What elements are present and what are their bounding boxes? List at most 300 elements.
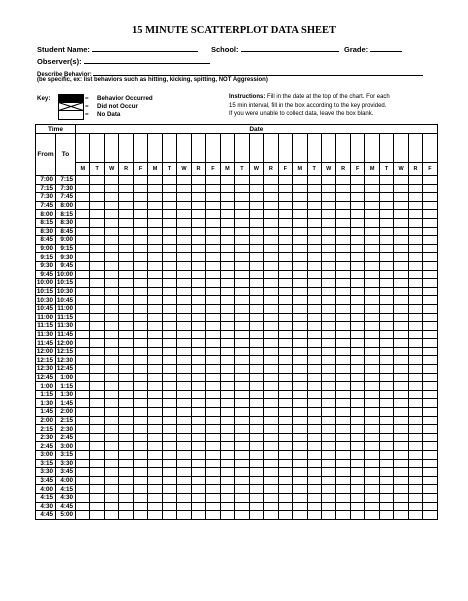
data-cell[interactable] bbox=[162, 184, 176, 193]
data-cell[interactable] bbox=[394, 485, 408, 494]
data-cell[interactable] bbox=[220, 201, 234, 210]
data-cell[interactable] bbox=[264, 451, 278, 460]
data-cell[interactable] bbox=[321, 236, 335, 245]
data-cell[interactable] bbox=[307, 279, 321, 288]
data-cell[interactable] bbox=[365, 304, 379, 313]
data-cell[interactable] bbox=[119, 279, 133, 288]
data-cell[interactable] bbox=[133, 485, 147, 494]
data-cell[interactable] bbox=[321, 493, 335, 502]
data-cell[interactable] bbox=[76, 253, 90, 262]
data-cell[interactable] bbox=[133, 339, 147, 348]
data-cell[interactable] bbox=[307, 433, 321, 442]
date-entry-cell[interactable] bbox=[163, 134, 176, 162]
data-cell[interactable] bbox=[104, 261, 118, 270]
data-cell[interactable] bbox=[148, 176, 162, 185]
data-cell[interactable] bbox=[365, 339, 379, 348]
data-cell[interactable] bbox=[293, 330, 307, 339]
data-cell[interactable] bbox=[336, 451, 350, 460]
date-column-header[interactable] bbox=[119, 134, 133, 176]
data-cell[interactable] bbox=[177, 365, 191, 374]
data-cell[interactable] bbox=[119, 356, 133, 365]
data-cell[interactable] bbox=[220, 511, 234, 520]
data-cell[interactable] bbox=[220, 193, 234, 202]
data-cell[interactable] bbox=[235, 176, 249, 185]
data-cell[interactable] bbox=[177, 485, 191, 494]
data-cell[interactable] bbox=[365, 399, 379, 408]
data-cell[interactable] bbox=[119, 493, 133, 502]
data-cell[interactable] bbox=[235, 322, 249, 331]
data-cell[interactable] bbox=[293, 476, 307, 485]
data-cell[interactable] bbox=[104, 433, 118, 442]
data-cell[interactable] bbox=[264, 365, 278, 374]
data-cell[interactable] bbox=[408, 236, 422, 245]
data-cell[interactable] bbox=[90, 408, 104, 417]
data-cell[interactable] bbox=[191, 408, 205, 417]
data-cell[interactable] bbox=[423, 313, 437, 322]
date-entry-cell[interactable] bbox=[293, 134, 306, 162]
data-cell[interactable] bbox=[104, 442, 118, 451]
data-cell[interactable] bbox=[293, 176, 307, 185]
data-cell[interactable] bbox=[278, 210, 292, 219]
data-cell[interactable] bbox=[235, 244, 249, 253]
data-cell[interactable] bbox=[76, 493, 90, 502]
data-cell[interactable] bbox=[220, 227, 234, 236]
data-cell[interactable] bbox=[148, 236, 162, 245]
data-cell[interactable] bbox=[394, 227, 408, 236]
data-cell[interactable] bbox=[307, 287, 321, 296]
data-cell[interactable] bbox=[104, 184, 118, 193]
data-cell[interactable] bbox=[278, 347, 292, 356]
data-cell[interactable] bbox=[321, 425, 335, 434]
data-cell[interactable] bbox=[162, 330, 176, 339]
data-cell[interactable] bbox=[148, 382, 162, 391]
data-cell[interactable] bbox=[235, 485, 249, 494]
data-cell[interactable] bbox=[249, 236, 263, 245]
data-cell[interactable] bbox=[336, 390, 350, 399]
data-cell[interactable] bbox=[162, 193, 176, 202]
data-cell[interactable] bbox=[350, 244, 364, 253]
data-cell[interactable] bbox=[249, 313, 263, 322]
data-cell[interactable] bbox=[148, 442, 162, 451]
data-cell[interactable] bbox=[365, 365, 379, 374]
data-cell[interactable] bbox=[408, 365, 422, 374]
data-cell[interactable] bbox=[90, 227, 104, 236]
data-cell[interactable] bbox=[220, 304, 234, 313]
data-cell[interactable] bbox=[220, 373, 234, 382]
data-cell[interactable] bbox=[90, 304, 104, 313]
data-cell[interactable] bbox=[133, 356, 147, 365]
data-cell[interactable] bbox=[394, 382, 408, 391]
data-cell[interactable] bbox=[148, 261, 162, 270]
data-cell[interactable] bbox=[365, 244, 379, 253]
data-cell[interactable] bbox=[379, 176, 393, 185]
data-cell[interactable] bbox=[423, 485, 437, 494]
data-cell[interactable] bbox=[177, 330, 191, 339]
data-cell[interactable] bbox=[235, 502, 249, 511]
data-cell[interactable] bbox=[293, 459, 307, 468]
data-cell[interactable] bbox=[249, 416, 263, 425]
data-cell[interactable] bbox=[119, 236, 133, 245]
data-cell[interactable] bbox=[76, 322, 90, 331]
data-cell[interactable] bbox=[249, 210, 263, 219]
data-cell[interactable] bbox=[321, 339, 335, 348]
data-cell[interactable] bbox=[148, 244, 162, 253]
data-cell[interactable] bbox=[350, 493, 364, 502]
data-cell[interactable] bbox=[191, 476, 205, 485]
data-cell[interactable] bbox=[264, 459, 278, 468]
data-cell[interactable] bbox=[133, 261, 147, 270]
data-cell[interactable] bbox=[293, 485, 307, 494]
data-cell[interactable] bbox=[249, 193, 263, 202]
data-cell[interactable] bbox=[235, 451, 249, 460]
data-cell[interactable] bbox=[220, 270, 234, 279]
data-cell[interactable] bbox=[90, 244, 104, 253]
data-cell[interactable] bbox=[133, 296, 147, 305]
data-cell[interactable] bbox=[278, 408, 292, 417]
data-cell[interactable] bbox=[336, 253, 350, 262]
data-cell[interactable] bbox=[394, 279, 408, 288]
data-cell[interactable] bbox=[264, 339, 278, 348]
data-cell[interactable] bbox=[76, 373, 90, 382]
data-cell[interactable] bbox=[90, 176, 104, 185]
data-cell[interactable] bbox=[408, 287, 422, 296]
date-column-header[interactable] bbox=[423, 134, 437, 176]
data-cell[interactable] bbox=[119, 468, 133, 477]
data-cell[interactable] bbox=[76, 304, 90, 313]
data-cell[interactable] bbox=[206, 253, 220, 262]
data-cell[interactable] bbox=[423, 493, 437, 502]
data-cell[interactable] bbox=[365, 476, 379, 485]
data-cell[interactable] bbox=[379, 313, 393, 322]
data-cell[interactable] bbox=[293, 502, 307, 511]
data-cell[interactable] bbox=[162, 210, 176, 219]
data-cell[interactable] bbox=[249, 408, 263, 417]
data-cell[interactable] bbox=[307, 201, 321, 210]
data-cell[interactable] bbox=[220, 261, 234, 270]
data-cell[interactable] bbox=[104, 347, 118, 356]
data-cell[interactable] bbox=[350, 365, 364, 374]
data-cell[interactable] bbox=[293, 468, 307, 477]
date-entry-cell[interactable] bbox=[250, 134, 263, 162]
data-cell[interactable] bbox=[220, 184, 234, 193]
data-cell[interactable] bbox=[148, 485, 162, 494]
data-cell[interactable] bbox=[278, 253, 292, 262]
data-cell[interactable] bbox=[90, 468, 104, 477]
data-cell[interactable] bbox=[177, 236, 191, 245]
data-cell[interactable] bbox=[307, 261, 321, 270]
date-entry-cell[interactable] bbox=[423, 134, 436, 162]
data-cell[interactable] bbox=[76, 347, 90, 356]
data-cell[interactable] bbox=[119, 365, 133, 374]
data-cell[interactable] bbox=[264, 502, 278, 511]
data-cell[interactable] bbox=[90, 322, 104, 331]
data-cell[interactable] bbox=[264, 313, 278, 322]
data-cell[interactable] bbox=[191, 313, 205, 322]
data-cell[interactable] bbox=[350, 502, 364, 511]
data-cell[interactable] bbox=[321, 511, 335, 520]
data-cell[interactable] bbox=[104, 236, 118, 245]
data-cell[interactable] bbox=[408, 201, 422, 210]
data-cell[interactable] bbox=[249, 322, 263, 331]
data-cell[interactable] bbox=[162, 287, 176, 296]
data-cell[interactable] bbox=[119, 313, 133, 322]
data-cell[interactable] bbox=[423, 476, 437, 485]
data-cell[interactable] bbox=[423, 373, 437, 382]
date-column-header[interactable] bbox=[365, 134, 379, 176]
data-cell[interactable] bbox=[148, 502, 162, 511]
data-cell[interactable] bbox=[278, 459, 292, 468]
data-cell[interactable] bbox=[177, 433, 191, 442]
data-cell[interactable] bbox=[148, 313, 162, 322]
data-cell[interactable] bbox=[408, 244, 422, 253]
data-cell[interactable] bbox=[220, 365, 234, 374]
data-cell[interactable] bbox=[90, 313, 104, 322]
data-cell[interactable] bbox=[76, 339, 90, 348]
data-cell[interactable] bbox=[148, 279, 162, 288]
data-cell[interactable] bbox=[379, 425, 393, 434]
data-cell[interactable] bbox=[162, 442, 176, 451]
data-cell[interactable] bbox=[278, 322, 292, 331]
data-cell[interactable] bbox=[177, 322, 191, 331]
data-cell[interactable] bbox=[104, 279, 118, 288]
data-cell[interactable] bbox=[336, 476, 350, 485]
data-cell[interactable] bbox=[148, 253, 162, 262]
data-cell[interactable] bbox=[423, 193, 437, 202]
data-cell[interactable] bbox=[191, 425, 205, 434]
data-cell[interactable] bbox=[148, 390, 162, 399]
data-cell[interactable] bbox=[148, 416, 162, 425]
data-cell[interactable] bbox=[235, 373, 249, 382]
data-cell[interactable] bbox=[321, 201, 335, 210]
data-cell[interactable] bbox=[104, 425, 118, 434]
data-cell[interactable] bbox=[191, 373, 205, 382]
data-cell[interactable] bbox=[336, 485, 350, 494]
data-cell[interactable] bbox=[90, 502, 104, 511]
data-cell[interactable] bbox=[133, 468, 147, 477]
date-entry-cell[interactable] bbox=[365, 134, 378, 162]
data-cell[interactable] bbox=[162, 253, 176, 262]
data-cell[interactable] bbox=[264, 390, 278, 399]
data-cell[interactable] bbox=[394, 373, 408, 382]
date-column-header[interactable] bbox=[148, 134, 162, 176]
data-cell[interactable] bbox=[264, 201, 278, 210]
data-cell[interactable] bbox=[423, 339, 437, 348]
data-cell[interactable] bbox=[321, 279, 335, 288]
data-cell[interactable] bbox=[119, 201, 133, 210]
data-cell[interactable] bbox=[264, 244, 278, 253]
data-cell[interactable] bbox=[307, 270, 321, 279]
data-cell[interactable] bbox=[206, 468, 220, 477]
data-cell[interactable] bbox=[264, 399, 278, 408]
data-cell[interactable] bbox=[321, 390, 335, 399]
data-cell[interactable] bbox=[264, 236, 278, 245]
data-cell[interactable] bbox=[90, 287, 104, 296]
data-cell[interactable] bbox=[119, 382, 133, 391]
data-cell[interactable] bbox=[119, 244, 133, 253]
data-cell[interactable] bbox=[394, 296, 408, 305]
data-cell[interactable] bbox=[148, 339, 162, 348]
data-cell[interactable] bbox=[76, 330, 90, 339]
date-entry-cell[interactable] bbox=[192, 134, 205, 162]
data-cell[interactable] bbox=[206, 296, 220, 305]
data-cell[interactable] bbox=[423, 365, 437, 374]
data-cell[interactable] bbox=[90, 511, 104, 520]
date-column-header[interactable] bbox=[220, 134, 234, 176]
data-cell[interactable] bbox=[119, 193, 133, 202]
data-cell[interactable] bbox=[249, 390, 263, 399]
data-cell[interactable] bbox=[293, 210, 307, 219]
data-cell[interactable] bbox=[379, 468, 393, 477]
data-cell[interactable] bbox=[191, 236, 205, 245]
data-cell[interactable] bbox=[220, 459, 234, 468]
data-cell[interactable] bbox=[90, 193, 104, 202]
data-cell[interactable] bbox=[162, 279, 176, 288]
data-cell[interactable] bbox=[423, 356, 437, 365]
data-cell[interactable] bbox=[148, 408, 162, 417]
data-cell[interactable] bbox=[162, 201, 176, 210]
data-cell[interactable] bbox=[235, 201, 249, 210]
data-cell[interactable] bbox=[249, 270, 263, 279]
data-cell[interactable] bbox=[249, 485, 263, 494]
data-cell[interactable] bbox=[394, 416, 408, 425]
data-cell[interactable] bbox=[177, 442, 191, 451]
data-cell[interactable] bbox=[264, 270, 278, 279]
date-column-header[interactable] bbox=[162, 134, 176, 176]
data-cell[interactable] bbox=[249, 339, 263, 348]
data-cell[interactable] bbox=[365, 287, 379, 296]
data-cell[interactable] bbox=[220, 313, 234, 322]
data-cell[interactable] bbox=[293, 279, 307, 288]
data-cell[interactable] bbox=[90, 399, 104, 408]
data-cell[interactable] bbox=[148, 356, 162, 365]
data-cell[interactable] bbox=[235, 399, 249, 408]
date-entry-cell[interactable] bbox=[322, 134, 335, 162]
data-cell[interactable] bbox=[408, 322, 422, 331]
data-cell[interactable] bbox=[235, 210, 249, 219]
data-cell[interactable] bbox=[90, 339, 104, 348]
data-cell[interactable] bbox=[350, 287, 364, 296]
data-cell[interactable] bbox=[379, 451, 393, 460]
data-cell[interactable] bbox=[293, 356, 307, 365]
data-cell[interactable] bbox=[365, 210, 379, 219]
data-cell[interactable] bbox=[379, 227, 393, 236]
data-cell[interactable] bbox=[394, 304, 408, 313]
data-cell[interactable] bbox=[293, 493, 307, 502]
data-cell[interactable] bbox=[206, 373, 220, 382]
date-column-header[interactable] bbox=[104, 134, 118, 176]
data-cell[interactable] bbox=[408, 227, 422, 236]
data-cell[interactable] bbox=[408, 502, 422, 511]
data-cell[interactable] bbox=[206, 382, 220, 391]
data-cell[interactable] bbox=[206, 442, 220, 451]
data-cell[interactable] bbox=[408, 296, 422, 305]
student-name-field[interactable] bbox=[92, 44, 198, 52]
data-cell[interactable] bbox=[76, 356, 90, 365]
data-cell[interactable] bbox=[336, 236, 350, 245]
data-cell[interactable] bbox=[177, 347, 191, 356]
data-cell[interactable] bbox=[220, 476, 234, 485]
data-cell[interactable] bbox=[394, 218, 408, 227]
data-cell[interactable] bbox=[408, 511, 422, 520]
data-cell[interactable] bbox=[423, 227, 437, 236]
data-cell[interactable] bbox=[408, 485, 422, 494]
data-cell[interactable] bbox=[148, 511, 162, 520]
data-cell[interactable] bbox=[394, 330, 408, 339]
data-cell[interactable] bbox=[365, 270, 379, 279]
data-cell[interactable] bbox=[350, 476, 364, 485]
date-entry-cell[interactable] bbox=[380, 134, 393, 162]
data-cell[interactable] bbox=[394, 365, 408, 374]
data-cell[interactable] bbox=[90, 279, 104, 288]
data-cell[interactable] bbox=[148, 468, 162, 477]
data-cell[interactable] bbox=[423, 330, 437, 339]
data-cell[interactable] bbox=[365, 218, 379, 227]
data-cell[interactable] bbox=[278, 184, 292, 193]
data-cell[interactable] bbox=[133, 176, 147, 185]
data-cell[interactable] bbox=[307, 322, 321, 331]
data-cell[interactable] bbox=[148, 201, 162, 210]
data-cell[interactable] bbox=[220, 425, 234, 434]
data-cell[interactable] bbox=[264, 485, 278, 494]
date-column-header[interactable] bbox=[264, 134, 278, 176]
data-cell[interactable] bbox=[379, 442, 393, 451]
data-cell[interactable] bbox=[133, 390, 147, 399]
data-cell[interactable] bbox=[365, 322, 379, 331]
data-cell[interactable] bbox=[133, 244, 147, 253]
data-cell[interactable] bbox=[408, 390, 422, 399]
data-cell[interactable] bbox=[235, 261, 249, 270]
date-entry-cell[interactable] bbox=[308, 134, 321, 162]
data-cell[interactable] bbox=[293, 236, 307, 245]
data-cell[interactable] bbox=[350, 296, 364, 305]
data-cell[interactable] bbox=[264, 287, 278, 296]
data-cell[interactable] bbox=[162, 493, 176, 502]
data-cell[interactable] bbox=[350, 416, 364, 425]
data-cell[interactable] bbox=[104, 201, 118, 210]
data-cell[interactable] bbox=[350, 425, 364, 434]
data-cell[interactable] bbox=[104, 382, 118, 391]
data-cell[interactable] bbox=[278, 201, 292, 210]
data-cell[interactable] bbox=[365, 459, 379, 468]
data-cell[interactable] bbox=[148, 459, 162, 468]
data-cell[interactable] bbox=[293, 339, 307, 348]
data-cell[interactable] bbox=[104, 365, 118, 374]
data-cell[interactable] bbox=[307, 176, 321, 185]
data-cell[interactable] bbox=[249, 244, 263, 253]
data-cell[interactable] bbox=[249, 451, 263, 460]
data-cell[interactable] bbox=[365, 485, 379, 494]
data-cell[interactable] bbox=[394, 236, 408, 245]
data-cell[interactable] bbox=[148, 210, 162, 219]
data-cell[interactable] bbox=[307, 365, 321, 374]
data-cell[interactable] bbox=[379, 416, 393, 425]
data-cell[interactable] bbox=[264, 425, 278, 434]
data-cell[interactable] bbox=[104, 390, 118, 399]
data-cell[interactable] bbox=[220, 433, 234, 442]
data-cell[interactable] bbox=[336, 399, 350, 408]
data-cell[interactable] bbox=[394, 347, 408, 356]
date-entry-cell[interactable] bbox=[105, 134, 118, 162]
data-cell[interactable] bbox=[278, 176, 292, 185]
data-cell[interactable] bbox=[307, 459, 321, 468]
data-cell[interactable] bbox=[206, 193, 220, 202]
data-cell[interactable] bbox=[394, 408, 408, 417]
data-cell[interactable] bbox=[365, 433, 379, 442]
data-cell[interactable] bbox=[321, 218, 335, 227]
date-column-header[interactable] bbox=[394, 134, 408, 176]
data-cell[interactable] bbox=[148, 218, 162, 227]
data-cell[interactable] bbox=[379, 408, 393, 417]
